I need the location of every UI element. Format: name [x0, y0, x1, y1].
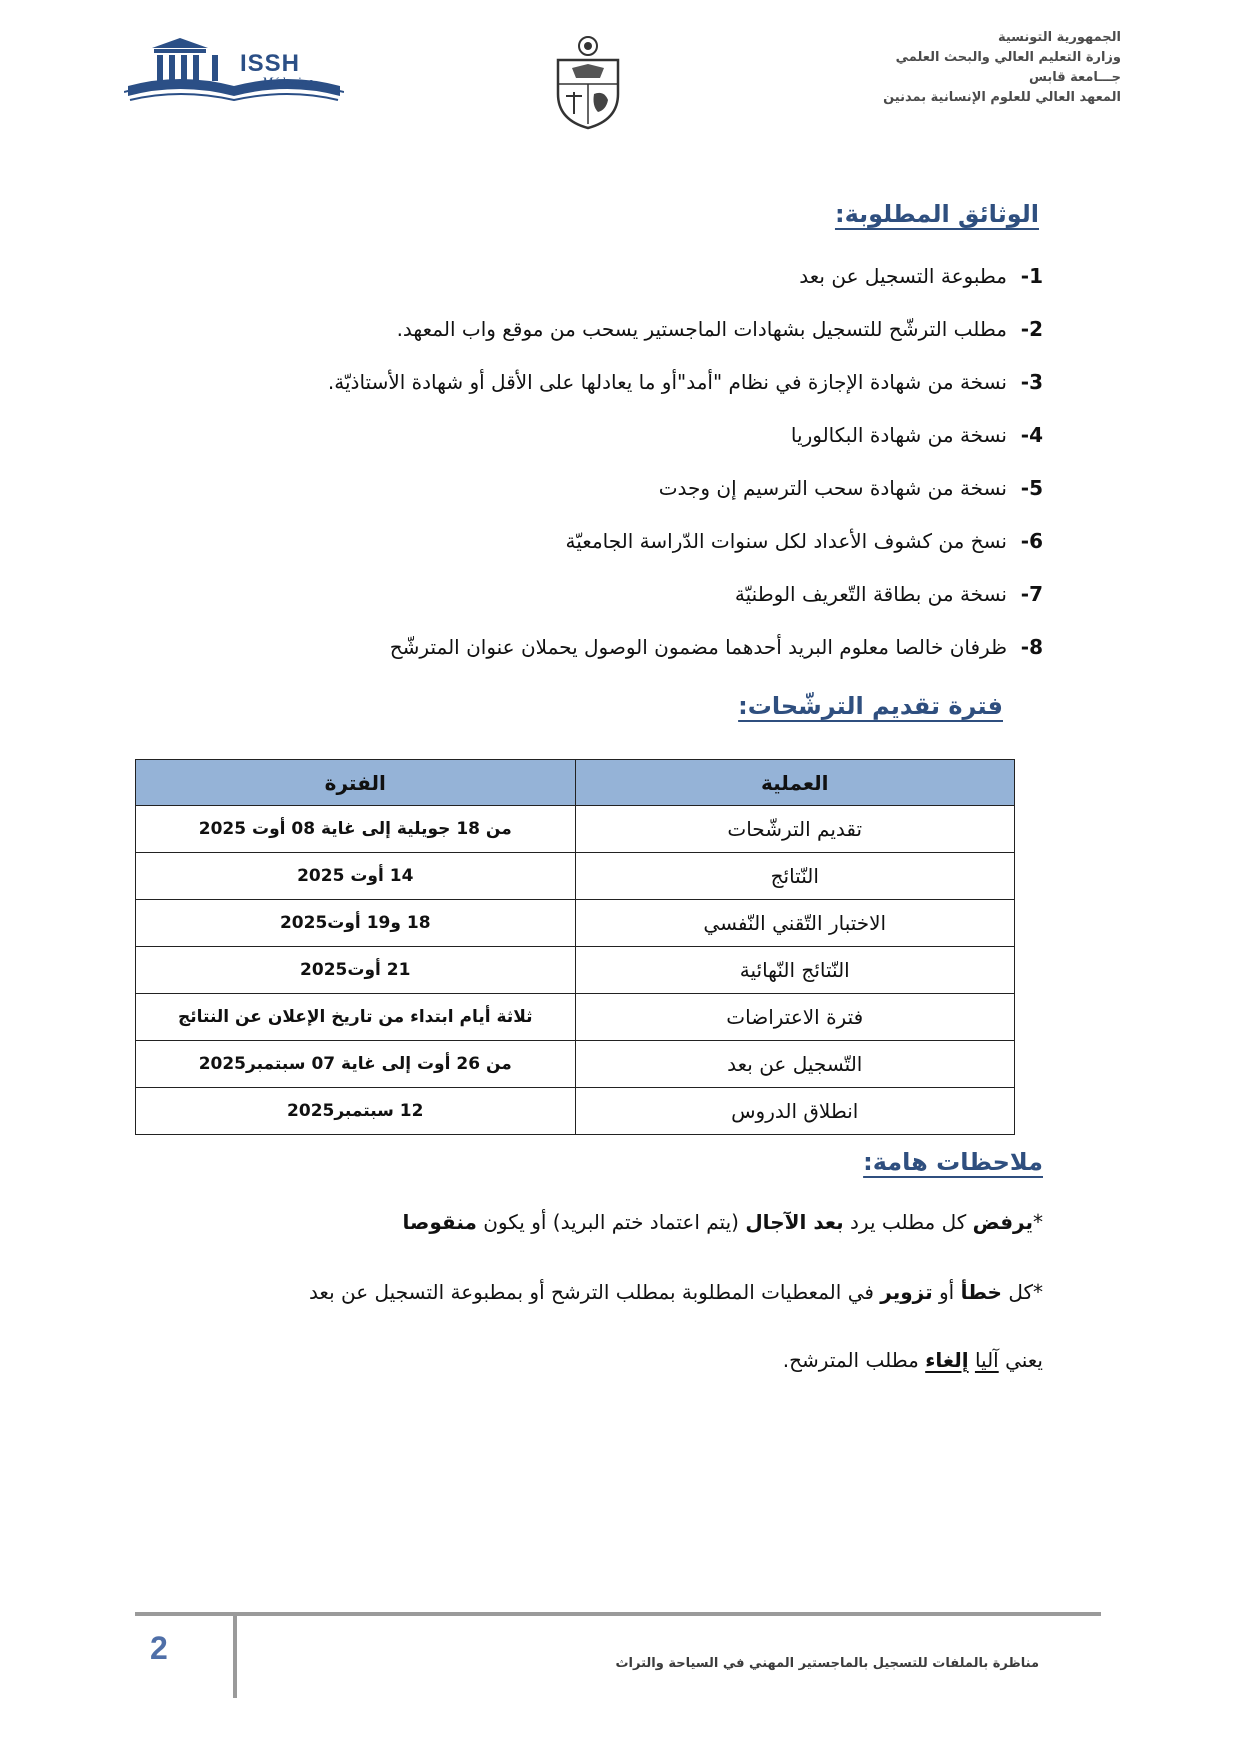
operation-column-header: العملية	[575, 760, 1015, 806]
note-emphasis: بعد الآجال	[745, 1210, 844, 1234]
note-text: كل مطلب يرد	[843, 1210, 973, 1234]
operation-cell: تقديم الترشّحات	[575, 806, 1015, 853]
period-cell: 14 أوت 2025	[136, 853, 576, 900]
university-line: جـــامعة قابس	[1028, 70, 1121, 85]
tunisia-coat-of-arms-icon	[550, 34, 626, 130]
table-row	[136, 994, 1015, 1041]
item-number: 1-	[1020, 264, 1043, 288]
note-text: أو	[932, 1280, 961, 1304]
documents-heading: الوثائق المطلوبة:	[834, 200, 1039, 228]
item-number: 8-	[1020, 635, 1043, 659]
list-item	[183, 523, 1043, 576]
note-emphasis: منقوصا	[402, 1210, 477, 1234]
list-item	[183, 576, 1043, 629]
list-item	[183, 258, 1043, 311]
note-text: كل	[1001, 1280, 1033, 1304]
note-emphasis: خطأ	[960, 1280, 1002, 1304]
operation-cell: انطلاق الدروس	[575, 1088, 1015, 1135]
item-text: نسخة من شهادة الإجازة في نظام "أمد"أو ما يعادلها على الأقل أو شهادة الأستاذيّة.	[327, 370, 1007, 394]
table-row	[136, 1088, 1015, 1135]
operation-cell: التّسجيل عن بعد	[575, 1041, 1015, 1088]
item-number: 5-	[1020, 476, 1043, 500]
documents-list	[183, 258, 1043, 682]
schedule-table	[135, 759, 1015, 1135]
item-number: 3-	[1020, 370, 1043, 394]
note-emphasis: إلغاء	[925, 1348, 969, 1372]
footer-divider	[135, 1612, 1101, 1616]
note-late-incomplete	[403, 1204, 1043, 1240]
period-cell: 12 سبتمبر2025	[136, 1088, 576, 1135]
note-cancellation	[783, 1342, 1043, 1378]
item-number: 2-	[1020, 317, 1043, 341]
note-star: *	[1033, 1280, 1043, 1304]
item-text: نسخ من كشوف الأعداد لكل سنوات الدّراسة الجامعيّة	[565, 529, 1007, 553]
item-text: مطبوعة التسجيل عن بعد	[799, 264, 1007, 288]
note-text: في المعطيات المطلوبة بمطلب الترشح أو بمطبوعة التسجيل عن بعد	[308, 1280, 881, 1304]
table-row	[136, 1041, 1015, 1088]
note-star: *	[1033, 1210, 1043, 1234]
item-text: نسخة من شهادة البكالوريا	[790, 423, 1007, 447]
note-text: مطلب المترشح.	[782, 1348, 926, 1372]
note-error-forgery	[309, 1274, 1043, 1310]
item-number: 7-	[1020, 582, 1043, 606]
note-emphasis: يرفض	[972, 1210, 1033, 1234]
period-cell: من 26 أوت إلى غاية 07 سبتمبر2025	[136, 1041, 576, 1088]
table-row	[136, 806, 1015, 853]
footer-vertical-divider	[233, 1616, 237, 1698]
ministry-line: وزارة التعليم العالي والبحث العلمي	[895, 50, 1121, 65]
item-text: مطلب الترشّح للتسجيل بشهادات الماجستير يسحب من موقع واب المعهد.	[396, 317, 1007, 341]
institute-line: المعهد العالي للعلوم الإنسانية بمدنين	[883, 90, 1121, 105]
table-header-row	[136, 760, 1015, 806]
note-text: يعني	[998, 1348, 1043, 1372]
operation-cell: النّتائج	[575, 853, 1015, 900]
note-underlined: آليا	[974, 1348, 999, 1372]
schedule-heading: فترة تقديم الترشّحات:	[738, 692, 1003, 720]
period-cell: ثلاثة أيام ابتداء من تاريخ الإعلان عن النتائج	[136, 994, 576, 1041]
page-number: 2	[150, 1630, 168, 1666]
issh-logo-icon	[124, 36, 344, 108]
list-item	[183, 311, 1043, 364]
period-cell: 18 و19 أوت2025	[136, 900, 576, 947]
period-cell: من 18 جويلية إلى غاية 08 أوت 2025	[136, 806, 576, 853]
item-number: 6-	[1020, 529, 1043, 553]
table-row	[136, 947, 1015, 994]
table-row	[136, 853, 1015, 900]
institution-header	[821, 28, 1121, 108]
operation-cell: فترة الاعتراضات	[575, 994, 1015, 1041]
period-cell: 21 أوت2025	[136, 947, 576, 994]
item-text: نسخة من شهادة سحب الترسيم إن وجدت	[658, 476, 1007, 500]
notes-heading: ملاحظات هامة:	[863, 1148, 1043, 1176]
period-column-header: الفترة	[136, 760, 576, 806]
republic-line: الجمهورية التونسية	[997, 30, 1121, 45]
operation-cell: النّتائج النّهائية	[575, 947, 1015, 994]
item-text: نسخة من بطاقة التّعريف الوطنيّة	[734, 582, 1007, 606]
item-text: ظرفان خالصا معلوم البريد أحدهما مضمون الوصول يحملان عنوان المترشّح	[389, 635, 1007, 659]
logo-text: ISSH	[240, 50, 301, 77]
note-emphasis: تزوير	[880, 1280, 933, 1304]
item-number: 4-	[1020, 423, 1043, 447]
footer-caption: مناظرة بالملفات للتسجيل بالماجستير المهني في السياحة والتراث	[615, 1656, 1039, 1671]
list-item	[183, 629, 1043, 682]
note-text: (يتم اعتماد ختم البريد) أو يكون	[476, 1210, 746, 1234]
list-item	[183, 470, 1043, 523]
list-item	[183, 364, 1043, 417]
list-item	[183, 417, 1043, 470]
operation-cell: الاختبار التّقني النّفسي	[575, 900, 1015, 947]
logo-subtext: Médenine	[262, 74, 314, 89]
table-row	[136, 900, 1015, 947]
